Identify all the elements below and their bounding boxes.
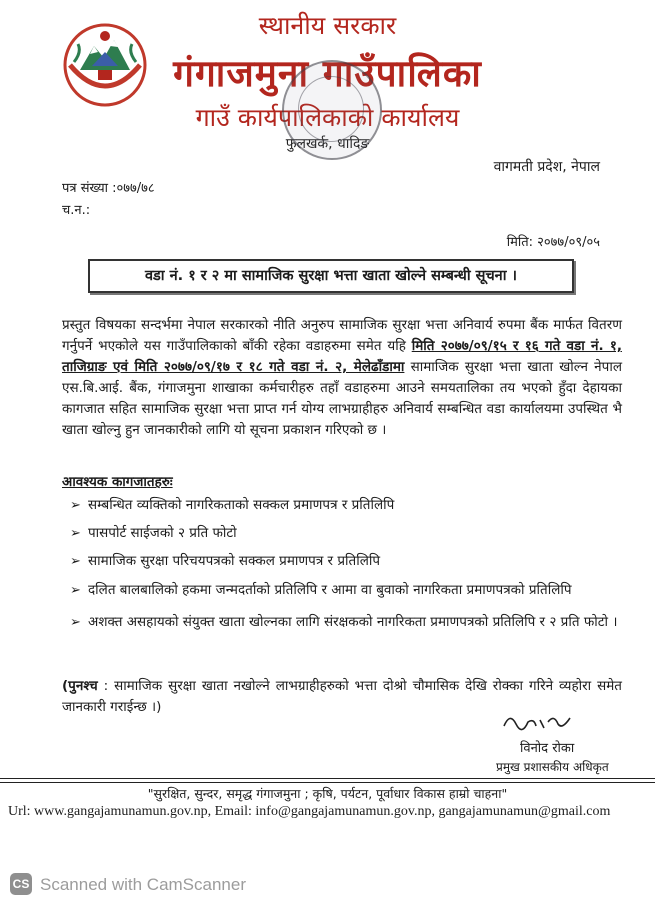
dispatch-number: च.न.: <box>62 203 91 218</box>
arrow-bullet-icon: ➢ <box>70 498 81 513</box>
camscanner-logo-icon: CS <box>10 873 32 895</box>
signatory-name: विनोद रोका <box>520 741 575 756</box>
postscript-text: : सामाजिक सुरक्षा खाता नखोल्ने लाभग्राहीहरुको भत्ता दोश्रो चौमासिक देखि रोक्का गरिने व्यहोरा समेत जानकारी गराईन्छ ।) <box>62 678 622 715</box>
footer-motto: "सुरक्षित, सुन्दर, समृद्ध गंगाजमुना ; कृषि, पर्यटन, पूर्वाधार विकास हाम्रो चाहना" <box>147 786 508 801</box>
footer-contact: Url: www.gangajamunamun.gov.np, Email: info@gangajamunamun.gov.np, gangajamunamun@gmail.com <box>8 804 611 819</box>
letter-number: पत्र संख्या :०७७/७८ <box>62 181 155 196</box>
header-line-local-government: स्थानीय सरकार <box>258 11 397 40</box>
requirement-text: अशक्त असहायको संयुक्त खाता खोल्नका लागि संरक्षकको नागरिकता प्रमाणपत्रको प्रतिलिपि र २ प्रति फोटो । <box>88 614 618 630</box>
postscript-label: (पुनश्च <box>62 678 98 694</box>
arrow-bullet-icon: ➢ <box>70 615 81 630</box>
requirements-heading: आवश्यक कागजातहरुः <box>62 474 173 490</box>
subject-box: वडा नं. १ र २ मा सामाजिक सुरक्षा भत्ता खाता खोल्ने सम्बन्धी सूचना । <box>88 259 574 293</box>
body-paragraph <box>62 315 622 441</box>
requirement-item <box>70 523 618 544</box>
signatory-title: प्रमुख प्रशासकीय अधिकृत <box>496 760 609 774</box>
body-text-rest: सामाजिक सुरक्षा भत्ता खाता खोल्न नेपाल एस.बि.आई. बैंक, गंगाजमुना शाखाका कर्मचारीहरु तहाँ वडाहरुमा आउने समयतालिका तय भएको हुँदा देहायका कागजात सहित सामाजिक सुरक्षा भत्ता प्राप्त गर्न योग्य लाभग्राहीहरु अनिवार्य सम्बन्धित वडा कार्यालयमा उपस्थित भै खाता खोल्नु हुन जानकारीको लागि यो सूचना प्रकाशन गरिएको छ । <box>62 359 622 438</box>
header-municipality-name: गंगाजमुना गाउँपालिका <box>173 51 482 95</box>
requirement-text: दलित बालबालिको हकमा जन्मदर्ताको प्रतिलिपि र आमा वा बुवाको नागरिकता प्रमाणपत्रको प्रतिलिपि <box>88 582 572 598</box>
footer-divider <box>0 782 655 783</box>
scanner-watermark: Scanned with CamScanner <box>40 875 247 894</box>
requirement-text: सामाजिक सुरक्षा परिचयपत्रको सक्कल प्रमाणपत्र र प्रतिलिपि <box>88 553 381 569</box>
letter-date: मिति: २०७७/०९/०५ <box>506 235 600 250</box>
footer-divider <box>0 778 655 779</box>
header-office-name: गाउँ कार्यपालिकाको कार्यालय <box>195 103 460 132</box>
header-address: फुलखर्क, धादिङ <box>285 136 370 152</box>
office-stamp-seal <box>282 60 382 160</box>
body-text-dates: मिति २०७७/०९/१५ र १६ गते वडा नं. १, ताजिग्राङ एवं मिति २०७७/०९/१७ र १८ गते वडा नं. २, मेलेढाँडामा <box>62 338 622 375</box>
requirement-item <box>70 580 618 601</box>
requirement-text: सम्बन्धित व्यक्तिको नागरिकताको सक्कल प्रमाणपत्र र प्रतिलिपि <box>88 497 395 513</box>
requirement-item <box>70 495 618 516</box>
requirement-item <box>70 610 618 635</box>
arrow-bullet-icon: ➢ <box>70 554 81 569</box>
arrow-bullet-icon: ➢ <box>70 526 81 541</box>
arrow-bullet-icon: ➢ <box>70 583 81 598</box>
province-label: वागमती प्रदेश, नेपाल <box>493 159 600 175</box>
requirement-item <box>70 551 618 572</box>
requirement-text: पासपोर्ट साईजको २ प्रति फोटो <box>88 525 237 541</box>
handwritten-signature <box>500 708 580 736</box>
body-text-intro: प्रस्तुत विषयका सन्दर्भमा नेपाल सरकारको नीति अनुरुप सामाजिक सुरक्षा भत्ता अनिवार्य रुपमा बैंक मार्फत वितरण गर्नुपर्ने भएकोले यस गाउँपालिकाको बाँकी रहेका वडाहरुमा समेत यहि <box>62 317 622 354</box>
